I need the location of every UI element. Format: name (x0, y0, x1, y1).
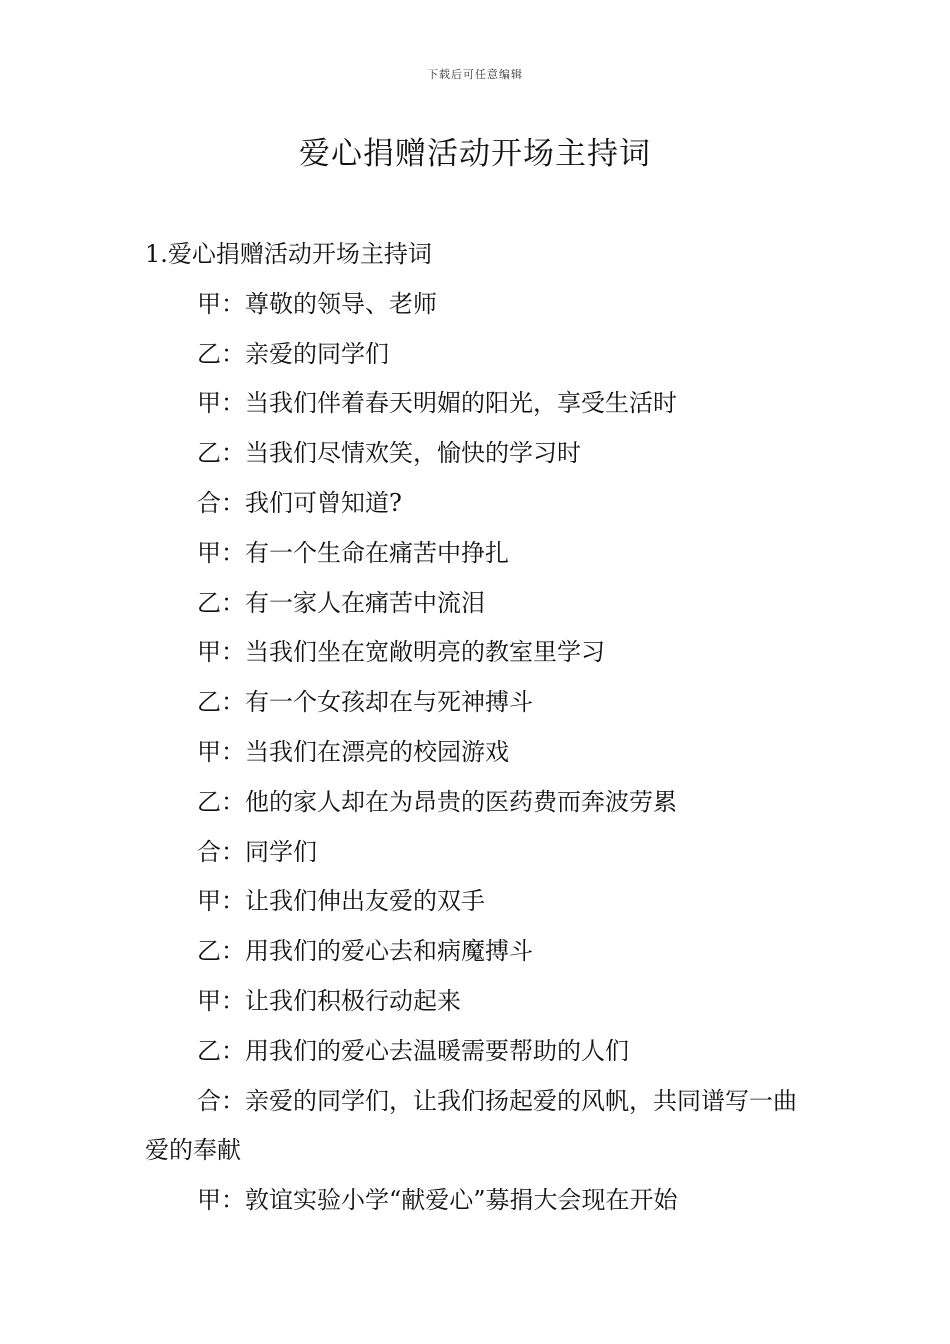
dialogue-line: 合：我们可曾知道? (197, 488, 402, 517)
section-heading: 1.爱心捐赠活动开场主持词 (145, 240, 432, 268)
dialogue-line: 乙：他的家人却在为昂贵的医药费而奔波劳累 (197, 787, 677, 816)
dialogue-line: 乙：亲爱的同学们 (197, 339, 389, 368)
document-title: 爱心捐赠活动开场主持词 (299, 136, 651, 172)
dialogue-line: 甲：尊敬的领导、老师 (197, 289, 437, 318)
dialogue-line: 乙：用我们的爱心去温暖需要帮助的人们 (197, 1036, 629, 1065)
dialogue-line: 乙：有一家人在痛苦中流泪 (197, 588, 485, 617)
dialogue-line: 甲：当我们坐在宽敞明亮的教室里学习 (197, 638, 605, 667)
dialogue-line: 甲：敦谊实验小学“献爱心”募捐大会现在开始 (197, 1186, 678, 1215)
dialogue-line: 乙：有一个女孩却在与死神搏斗 (197, 688, 533, 717)
dialogue-line: 合：同学们 (197, 837, 317, 866)
dialogue-line: 乙：用我们的爱心去和病魔搏斗 (197, 937, 533, 966)
dialogue-line: 甲：当我们在漂亮的校园游戏 (197, 737, 509, 766)
dialogue-line: 甲：让我们伸出友爱的双手 (197, 887, 485, 916)
header-note: 下载后可任意编辑 (427, 68, 523, 81)
dialogue-line: 合：亲爱的同学们，让我们扬起爱的风帆，共同谱写一曲爱的奉献 (145, 1086, 797, 1165)
dialogue-line: 甲：有一个生命在痛苦中挣扎 (197, 538, 509, 567)
document-body (145, 230, 815, 1226)
dialogue-line: 乙：当我们尽情欢笑，愉快的学习时 (197, 439, 581, 468)
dialogue-line: 甲：当我们伴着春天明媚的阳光，享受生活时 (197, 389, 677, 418)
dialogue-line: 甲：让我们积极行动起来 (197, 986, 461, 1015)
